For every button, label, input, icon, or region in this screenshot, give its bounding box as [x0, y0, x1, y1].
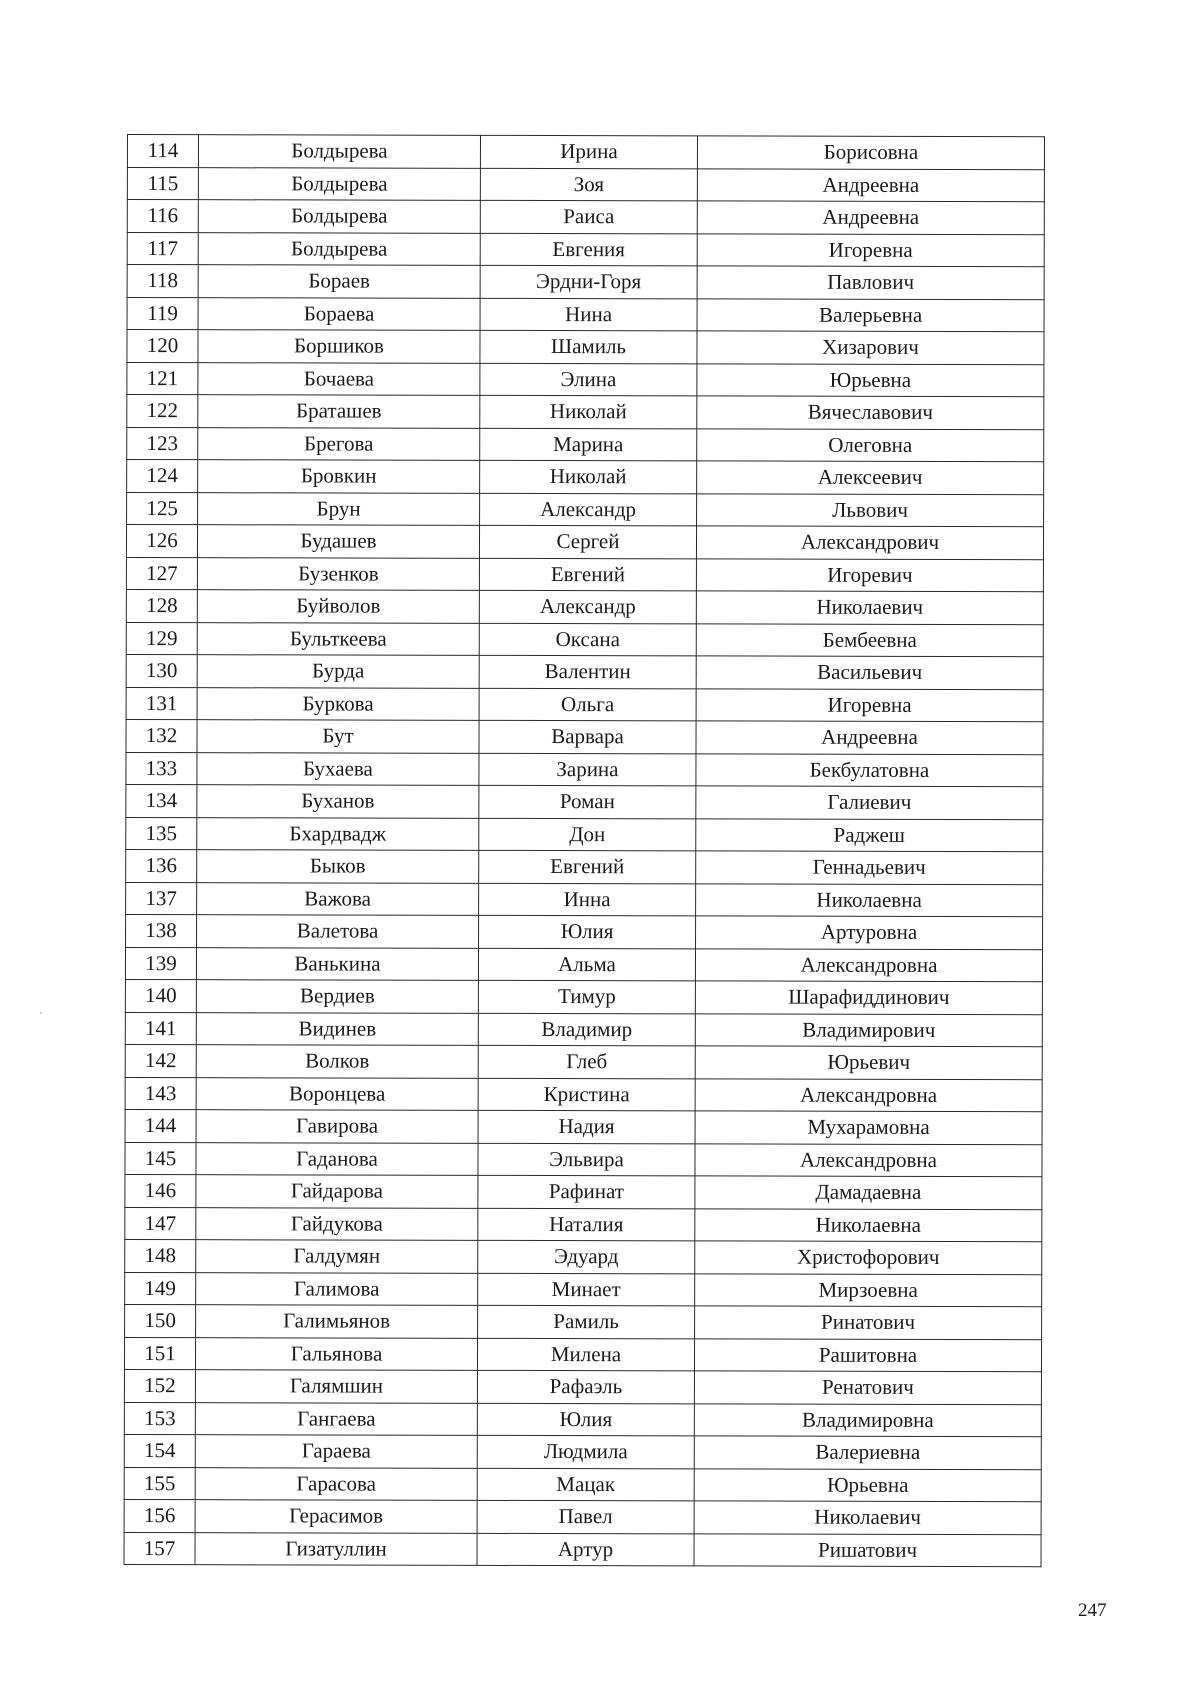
first-name-cell: Альма — [478, 948, 695, 981]
surname-cell: Болдырева — [198, 200, 480, 233]
table-row — [127, 265, 1044, 300]
row-number-cell: 124 — [127, 460, 198, 493]
table-row — [126, 817, 1043, 852]
first-name-cell: Евгения — [480, 233, 697, 266]
patronymic-cell: Борисовна — [697, 136, 1044, 169]
table-row — [125, 1239, 1042, 1274]
first-name-cell: Людмила — [477, 1435, 694, 1468]
patronymic-cell: Владимировна — [694, 1403, 1041, 1436]
row-number-cell: 118 — [127, 265, 198, 298]
surname-cell: Буркова — [197, 687, 479, 720]
table-row — [124, 1369, 1041, 1404]
table-row — [126, 557, 1043, 592]
surname-cell: Быков — [197, 850, 479, 883]
row-number-cell: 115 — [127, 167, 198, 200]
row-number-cell: 116 — [127, 200, 198, 233]
row-number-cell: 132 — [126, 719, 197, 752]
table-row — [124, 1337, 1041, 1372]
patronymic-cell: Валериевна — [694, 1436, 1041, 1469]
patronymic-cell: Александровна — [695, 1078, 1042, 1111]
page-number: 247 — [1078, 1600, 1107, 1621]
patronymic-cell: Николаевна — [695, 1208, 1042, 1241]
patronymic-cell: Андреевна — [697, 201, 1044, 234]
first-name-cell: Милена — [477, 1338, 694, 1371]
row-number-cell: 142 — [125, 1044, 196, 1077]
patronymic-cell: Александровна — [695, 1143, 1042, 1176]
surname-cell: Бут — [197, 720, 479, 753]
first-name-cell: Юлия — [479, 915, 696, 948]
surname-cell: Бульткеева — [197, 622, 479, 655]
table-row — [126, 914, 1043, 949]
table-row — [124, 1467, 1041, 1502]
surname-cell: Буйволов — [197, 590, 479, 623]
table-row — [124, 1402, 1041, 1437]
first-name-cell: Ирина — [480, 135, 697, 168]
first-name-cell: Владимир — [478, 1013, 695, 1046]
patronymic-cell: Галиевич — [696, 786, 1043, 819]
roster-body — [124, 135, 1044, 1567]
surname-cell: Гальянова — [195, 1337, 477, 1370]
patronymic-cell: Васильевич — [696, 656, 1043, 689]
table-row — [125, 1109, 1042, 1144]
first-name-cell: Николай — [480, 395, 697, 428]
patronymic-cell: Александровна — [695, 948, 1042, 981]
row-number-cell: 150 — [125, 1304, 196, 1337]
surname-cell: Воронцева — [196, 1077, 478, 1110]
table-row — [125, 1077, 1042, 1112]
first-name-cell: Валентин — [479, 655, 696, 688]
table-row — [127, 330, 1044, 365]
surname-cell: Гарасова — [195, 1467, 477, 1500]
table-row — [127, 395, 1044, 430]
surname-cell: Гизатуллин — [195, 1532, 477, 1565]
patronymic-cell: Дамадаевна — [695, 1176, 1042, 1209]
first-name-cell: Марина — [480, 428, 697, 461]
row-number-cell: 152 — [124, 1369, 195, 1402]
first-name-cell: Николай — [480, 460, 697, 493]
patronymic-cell: Артуровна — [696, 916, 1043, 949]
table-row — [127, 427, 1044, 462]
first-name-cell: Рафинат — [478, 1175, 695, 1208]
surname-cell: Гайдукова — [196, 1207, 478, 1240]
patronymic-cell: Владимирович — [695, 1013, 1042, 1046]
patronymic-cell: Игоревич — [696, 558, 1043, 591]
table-row — [127, 200, 1044, 235]
row-number-cell: 139 — [125, 947, 196, 980]
table-row — [124, 1434, 1041, 1469]
first-name-cell: Нина — [480, 298, 697, 331]
surname-cell: Браташев — [198, 395, 480, 428]
row-number-cell: 137 — [126, 882, 197, 915]
table-row — [126, 525, 1043, 560]
surname-cell: Валетова — [197, 915, 479, 948]
row-number-cell: 153 — [124, 1402, 195, 1435]
patronymic-cell: Ришатович — [694, 1533, 1041, 1566]
patronymic-cell: Николаевич — [696, 591, 1043, 624]
first-name-cell: Глеб — [478, 1045, 695, 1078]
patronymic-cell: Николаевич — [694, 1501, 1041, 1534]
table-row — [124, 1499, 1041, 1534]
surname-cell: Галямшин — [195, 1370, 477, 1403]
patronymic-cell: Ринатович — [695, 1306, 1042, 1339]
patronymic-cell: Ренатович — [694, 1371, 1041, 1404]
surname-cell: Галимьянов — [196, 1305, 478, 1338]
table-row — [126, 849, 1043, 884]
patronymic-cell: Львович — [697, 493, 1044, 526]
first-name-cell: Евгений — [479, 850, 696, 883]
patronymic-cell: Бембеевна — [696, 623, 1043, 656]
surname-cell: Галимова — [196, 1272, 478, 1305]
surname-cell: Волков — [196, 1045, 478, 1078]
surname-cell: Бровкин — [198, 460, 480, 493]
first-name-cell: Рамиль — [478, 1305, 695, 1338]
surname-cell: Бочаева — [198, 362, 480, 395]
row-number-cell: 154 — [124, 1434, 195, 1467]
surname-cell: Гайдарова — [196, 1175, 478, 1208]
surname-cell: Галдумян — [196, 1240, 478, 1273]
surname-cell: Болдырева — [198, 167, 480, 200]
row-number-cell: 131 — [126, 687, 197, 720]
table-row — [125, 1012, 1042, 1047]
first-name-cell: Кристина — [478, 1078, 695, 1111]
patronymic-cell: Павлович — [697, 266, 1044, 299]
scan-speck — [40, 1012, 42, 1014]
first-name-cell: Эльвира — [478, 1143, 695, 1176]
row-number-cell: 146 — [125, 1174, 196, 1207]
patronymic-cell: Мирзоевна — [695, 1273, 1042, 1306]
surname-cell: Бухаева — [197, 752, 479, 785]
row-number-cell: 121 — [127, 362, 198, 395]
first-name-cell: Наталия — [478, 1208, 695, 1241]
patronymic-cell: Юрьевич — [695, 1046, 1042, 1079]
patronymic-cell: Алексеевич — [697, 461, 1044, 494]
row-number-cell: 148 — [125, 1239, 196, 1272]
row-number-cell: 123 — [127, 427, 198, 460]
row-number-cell: 133 — [126, 752, 197, 785]
patronymic-cell: Николаевна — [696, 883, 1043, 916]
patronymic-cell: Юрьевна — [697, 363, 1044, 396]
row-number-cell: 147 — [125, 1207, 196, 1240]
table-row — [124, 1532, 1041, 1567]
row-number-cell: 144 — [125, 1109, 196, 1142]
row-number-cell: 145 — [125, 1142, 196, 1175]
first-name-cell: Оксана — [479, 623, 696, 656]
first-name-cell: Тимур — [478, 980, 695, 1013]
first-name-cell: Евгений — [479, 558, 696, 591]
row-number-cell: 120 — [127, 330, 198, 363]
first-name-cell: Роман — [479, 785, 696, 818]
patronymic-cell: Хизарович — [697, 331, 1044, 364]
row-number-cell: 149 — [125, 1272, 196, 1305]
row-number-cell: 126 — [126, 525, 197, 558]
row-number-cell: 119 — [127, 297, 198, 330]
table-row — [125, 1207, 1042, 1242]
first-name-cell: Элина — [480, 363, 697, 396]
first-name-cell: Шамиль — [480, 330, 697, 363]
row-number-cell: 114 — [127, 135, 198, 168]
table-row — [126, 719, 1043, 754]
first-name-cell: Зоя — [480, 168, 697, 201]
patronymic-cell: Христофорович — [695, 1241, 1042, 1274]
patronymic-cell: Игоревна — [696, 688, 1043, 721]
row-number-cell: 117 — [127, 232, 198, 265]
first-name-cell: Рафаэль — [477, 1370, 694, 1403]
first-name-cell: Александр — [479, 590, 696, 623]
first-name-cell: Дон — [479, 818, 696, 851]
patronymic-cell: Андреевна — [696, 721, 1043, 754]
table-row — [127, 297, 1044, 332]
surname-cell: Боршиков — [198, 330, 480, 363]
table-row — [127, 232, 1044, 267]
surname-cell: Гаданова — [196, 1142, 478, 1175]
table-row — [127, 167, 1044, 202]
patronymic-cell: Раджеш — [696, 818, 1043, 851]
first-name-cell: Минает — [478, 1273, 695, 1306]
row-number-cell: 143 — [125, 1077, 196, 1110]
row-number-cell: 125 — [127, 492, 198, 525]
row-number-cell: 135 — [126, 817, 197, 850]
surname-cell: Бхардвадж — [197, 817, 479, 850]
surname-cell: Герасимов — [195, 1500, 477, 1533]
patronymic-cell: Валерьевна — [697, 298, 1044, 331]
table-row — [127, 135, 1044, 170]
surname-cell: Бузенков — [197, 557, 479, 590]
patronymic-cell: Геннадьевич — [696, 851, 1043, 884]
table-row — [125, 1174, 1042, 1209]
patronymic-cell: Олеговна — [697, 428, 1044, 461]
surname-cell: Гангаева — [195, 1402, 477, 1435]
row-number-cell: 141 — [125, 1012, 196, 1045]
table-row — [125, 979, 1042, 1014]
surname-cell: Видинев — [196, 1012, 478, 1045]
patronymic-cell: Рашитовна — [694, 1338, 1041, 1371]
surname-cell: Ванькина — [196, 947, 478, 980]
first-name-cell: Сергей — [479, 525, 696, 558]
row-number-cell: 129 — [126, 622, 197, 655]
table-row — [126, 687, 1043, 722]
first-name-cell: Юлия — [477, 1403, 694, 1436]
row-number-cell: 130 — [126, 654, 197, 687]
patronymic-cell: Вячеславович — [697, 396, 1044, 429]
row-number-cell: 156 — [124, 1499, 195, 1532]
first-name-cell: Эдуард — [478, 1240, 695, 1273]
table-row — [127, 460, 1044, 495]
first-name-cell: Александр — [480, 493, 697, 526]
surname-cell: Будашев — [197, 525, 479, 558]
first-name-cell: Эрдни-Горя — [480, 265, 697, 298]
surname-cell: Буханов — [197, 785, 479, 818]
row-number-cell: 138 — [126, 914, 197, 947]
first-name-cell: Зарина — [479, 753, 696, 786]
table-row — [125, 1044, 1042, 1079]
surname-cell: Важова — [197, 882, 479, 915]
first-name-cell: Варвара — [479, 720, 696, 753]
table-row — [125, 1304, 1042, 1339]
table-row — [126, 784, 1043, 819]
surname-cell: Гараева — [195, 1435, 477, 1468]
table-row — [126, 654, 1043, 689]
table-row — [126, 622, 1043, 657]
patronymic-cell: Мухарамовна — [695, 1111, 1042, 1144]
table-row — [127, 492, 1044, 527]
table-row — [126, 752, 1043, 787]
patronymic-cell: Игоревна — [697, 233, 1044, 266]
first-name-cell: Ольга — [479, 688, 696, 721]
surname-cell: Болдырева — [198, 135, 480, 168]
surname-cell: Гавирова — [196, 1110, 478, 1143]
surname-cell: Брун — [198, 492, 480, 525]
row-number-cell: 134 — [126, 784, 197, 817]
table-row — [125, 1272, 1042, 1307]
first-name-cell: Раиса — [480, 200, 697, 233]
patronymic-cell: Бекбулатовна — [696, 753, 1043, 786]
row-number-cell: 155 — [124, 1467, 195, 1500]
patronymic-cell: Александрович — [696, 526, 1043, 559]
surname-cell: Брегова — [198, 427, 480, 460]
row-number-cell: 127 — [126, 557, 197, 590]
patronymic-cell: Юрьевна — [694, 1468, 1041, 1501]
surname-cell: Вердиев — [196, 980, 478, 1013]
row-number-cell: 136 — [126, 849, 197, 882]
table-row — [127, 362, 1044, 397]
surname-cell: Бурда — [197, 655, 479, 688]
table-row — [126, 882, 1043, 917]
first-name-cell: Надия — [478, 1110, 695, 1143]
row-number-cell: 140 — [125, 979, 196, 1012]
row-number-cell: 122 — [127, 395, 198, 428]
first-name-cell: Павел — [477, 1500, 694, 1533]
first-name-cell: Артур — [477, 1533, 694, 1566]
table-row — [126, 589, 1043, 624]
patronymic-cell: Андреевна — [697, 168, 1044, 201]
surname-cell: Бораева — [198, 297, 480, 330]
patronymic-cell: Шарафиддинович — [695, 981, 1042, 1014]
first-name-cell: Инна — [479, 883, 696, 916]
surname-cell: Бораев — [198, 265, 480, 298]
surname-cell: Болдырева — [198, 232, 480, 265]
name-roster-table — [124, 134, 1045, 1567]
table-row — [125, 1142, 1042, 1177]
table-row — [125, 947, 1042, 982]
row-number-cell: 128 — [126, 589, 197, 622]
row-number-cell: 157 — [124, 1532, 195, 1565]
row-number-cell: 151 — [124, 1337, 195, 1370]
first-name-cell: Мацак — [477, 1468, 694, 1501]
